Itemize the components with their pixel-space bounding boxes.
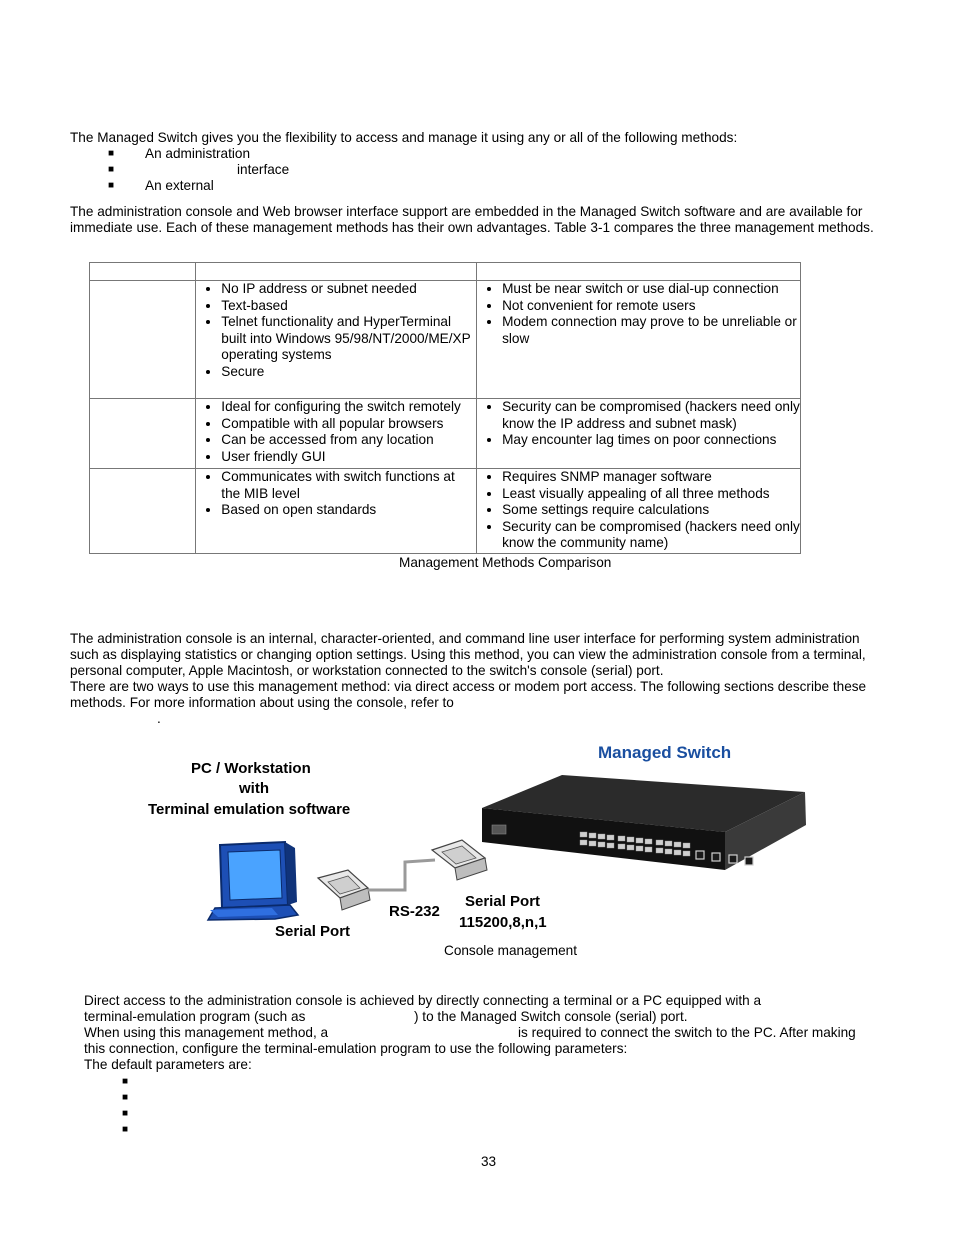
- direct-line1: Direct access to the administration console is achieved by directly connecting a terminal or a PC equipped with a: [84, 993, 762, 1008]
- disadvantages-list: [477, 399, 800, 449]
- bullet-square-icon: ■: [122, 1092, 129, 1103]
- pc-title-line1: PC / Workstation: [191, 760, 311, 777]
- page-number: 33: [481, 1154, 497, 1169]
- switch-title: Managed Switch: [598, 743, 732, 762]
- rs232-cable: [368, 860, 435, 890]
- direct-line2b: ) to the Managed Switch console (serial) port.: [414, 1009, 688, 1024]
- bullet-square-icon: ■: [122, 1124, 129, 1135]
- rs232-label: RS-232: [389, 903, 440, 920]
- list-item: • Ideal for configuring the switch remotely: [221, 399, 476, 416]
- switch-serial-connector-icon: [432, 840, 487, 880]
- list-item: • Telnet functionality and HyperTerminal built into Windows 95/98/NT/2000/ME/XP operating systems: [221, 314, 476, 364]
- period-text: .: [157, 711, 161, 726]
- list-item: • No IP address or subnet needed: [221, 281, 476, 298]
- list-item: • Least visually appealing of all three methods: [502, 486, 800, 503]
- bullet-square-icon: ■: [108, 180, 115, 191]
- table-row: [90, 469, 801, 554]
- list-item: • Text-based: [221, 298, 476, 315]
- pc-title-line2: with: [239, 780, 269, 797]
- list-item: • Secure: [221, 364, 476, 381]
- disadvantages-list: [477, 469, 800, 552]
- advantages-list: [196, 469, 476, 519]
- intro-paragraph: The Managed Switch gives you the flexibility to access and manage it using any or all of the following methods:: [70, 130, 738, 145]
- method-item: An administration: [145, 146, 251, 161]
- pc-serial-connector-icon: [318, 870, 370, 910]
- list-item: • Communicates with switch functions at the MIB level: [221, 469, 476, 502]
- disadvantages-list: [477, 281, 800, 347]
- list-item: • Based on open standards: [221, 502, 476, 519]
- method-item: An external: [145, 178, 214, 193]
- list-item: • Can be accessed from any location: [221, 432, 476, 449]
- list-item: • Compatible with all popular browsers: [221, 416, 476, 433]
- direct-line4: this connection, configure the terminal-emulation program to use the following parameters:: [84, 1041, 628, 1056]
- pc-title-line3: Terminal emulation software: [148, 801, 351, 818]
- advantages-list: [196, 399, 476, 465]
- bullet-square-icon: ■: [108, 148, 115, 159]
- direct-line2a: terminal-emulation program (such as: [84, 1009, 306, 1024]
- advantages-list: [196, 281, 476, 381]
- bullet-square-icon: ■: [122, 1108, 129, 1119]
- direct-line3a: When using this management method, a: [84, 1025, 329, 1040]
- serial-port-pc-label: Serial Port: [275, 923, 351, 940]
- table-caption: Management Methods Comparison: [399, 555, 612, 570]
- pc-icon: [208, 842, 298, 920]
- list-item: • Not convenient for remote users: [502, 298, 800, 315]
- method-item: interface: [237, 162, 290, 177]
- list-item: • Security can be compromised (hackers need only know the IP address and subnet mask): [502, 399, 800, 432]
- bullet-square-icon: ■: [122, 1076, 129, 1087]
- list-item: • User friendly GUI: [221, 449, 476, 466]
- list-item: • May encounter lag times on poor connections: [502, 432, 800, 449]
- comparison-table: [89, 262, 801, 554]
- bullet-square-icon: ■: [108, 164, 115, 175]
- figure-caption: Console management: [444, 943, 577, 958]
- list-item: • Security can be compromised (hackers need only know the community name): [502, 519, 800, 552]
- table-header-row: [90, 263, 801, 281]
- serial-port-switch-label: Serial Port: [465, 893, 541, 910]
- direct-line3b: is required to connect the switch to the PC. After making: [518, 1025, 856, 1040]
- list-item: • Must be near switch or use dial-up connection: [502, 281, 800, 298]
- comparison-paragraph: The administration console and Web browser interface support are embedded in the Managed Switch software and are available for immediate use. Each of these management methods has their own advantages. Table 3-1 compares the three management methods.: [70, 204, 874, 235]
- table-row: [90, 399, 801, 469]
- list-item: • Requires SNMP manager software: [502, 469, 800, 486]
- switch-icon: [482, 775, 806, 870]
- console-ways-paragraph: There are two ways to use this management method: via direct access or modem port access. The following sections describe these methods. For more information about using the console, refer to: [70, 679, 867, 710]
- serial-params-label: 115200,8,n,1: [459, 914, 547, 931]
- console-paragraph: The administration console is an internal, character-oriented, and command line user interface for performing system administration such as displaying statistics or changing option settings. Using this method, you can view the administration console from a terminal, personal computer, Apple Macintosh, or workstation connected to the switch's console (serial) port.: [70, 631, 866, 678]
- table-row: [90, 281, 801, 399]
- list-item: • Modem connection may prove to be unreliable or slow: [502, 314, 800, 347]
- direct-line5: The default parameters are:: [84, 1057, 252, 1072]
- list-item: • Some settings require calculations: [502, 502, 800, 519]
